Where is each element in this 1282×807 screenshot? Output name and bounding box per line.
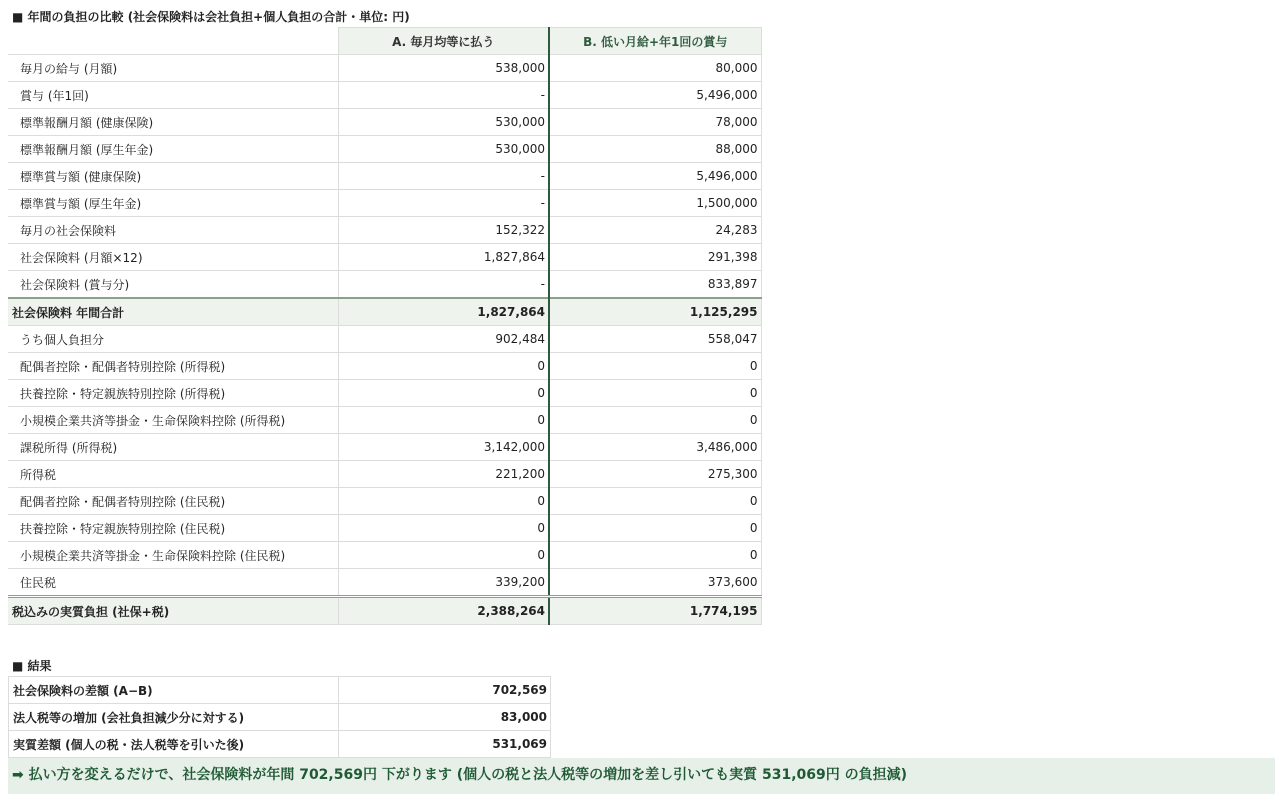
row-label: 賞与 (年1回) [8,82,338,109]
table-row [8,488,761,515]
value-a: 2,388,264 [338,597,549,625]
value-b: 1,125,295 [549,298,761,326]
table-row [9,731,551,758]
row-label: 税込みの実質負担 (社保+税) [8,597,338,625]
value-b: 0 [549,542,761,569]
value-b: 0 [549,380,761,407]
value-a: 339,200 [338,569,549,597]
value-a: - [338,190,549,217]
value-b: 3,486,000 [549,434,761,461]
row-label: 社会保険料 (賞与分) [8,271,338,299]
row-label: 住民税 [8,569,338,597]
value-b: 80,000 [549,55,761,82]
value-b: 0 [549,353,761,380]
value-b: 5,496,000 [549,82,761,109]
value-b: 291,398 [549,244,761,271]
value-a: 530,000 [338,136,549,163]
table-row [8,326,761,353]
value-a: - [338,271,549,299]
row-label: 毎月の社会保険料 [8,217,338,244]
result-value: 531,069 [339,731,551,758]
table-row [8,380,761,407]
value-b: 24,283 [549,217,761,244]
value-b: 78,000 [549,109,761,136]
row-label: 毎月の給与 (月額) [8,55,338,82]
value-a: 538,000 [338,55,549,82]
value-a: 0 [338,353,549,380]
value-b: 558,047 [549,326,761,353]
value-a: 0 [338,515,549,542]
value-a: 3,142,000 [338,434,549,461]
value-a: 0 [338,380,549,407]
value-a: 530,000 [338,109,549,136]
value-a: 152,322 [338,217,549,244]
table-row [8,163,761,190]
row-label: 扶養控除・特定親族特別控除 (所得税) [8,380,338,407]
value-b: 275,300 [549,461,761,488]
table-row [8,136,761,163]
column-header-b: B. 低い月給+年1回の賞与 [549,28,761,55]
result-label: 実質差額 (個人の税・法人税等を引いた後) [9,731,339,758]
row-label: 所得税 [8,461,338,488]
row-label: 配偶者控除・配偶者特別控除 (住民税) [8,488,338,515]
social-insurance-total-row [8,298,761,326]
comparison-title: ■ 年間の負担の比較 (社会保険料は会社負担+個人負担の合計・単位: 円) [12,10,410,24]
result-table [8,676,551,758]
comparison-table [8,27,762,625]
grand-total-row [8,597,761,625]
result-banner: ➡ 払い方を変えるだけで、社会保険料が年間 702,569円 下がります (個人の税と法人税等の増加を差し引いても実質 531,069円 の負担減) [8,758,1275,794]
row-label: 配偶者控除・配偶者特別控除 (所得税) [8,353,338,380]
table-row [8,244,761,271]
table-row [8,569,761,597]
value-a: 0 [338,542,549,569]
result-label: 社会保険料の差額 (A−B) [9,677,339,704]
row-label: 課税所得 (所得税) [8,434,338,461]
value-a: 902,484 [338,326,549,353]
header-blank [8,28,338,55]
value-b: 1,500,000 [549,190,761,217]
value-b: 0 [549,515,761,542]
value-b: 833,897 [549,271,761,299]
value-a: 221,200 [338,461,549,488]
row-label: 標準賞与額 (厚生年金) [8,190,338,217]
row-label: 小規模企業共済等掛金・生命保険料控除 (住民税) [8,542,338,569]
row-label: うち個人負担分 [8,326,338,353]
table-row [8,542,761,569]
table-row [8,407,761,434]
value-a: 0 [338,488,549,515]
comparison-header-row [8,28,761,55]
result-title: ■ 結果 [12,659,52,673]
value-a: 1,827,864 [338,244,549,271]
row-label: 標準報酬月額 (健康保険) [8,109,338,136]
value-a: - [338,82,549,109]
table-row [9,704,551,731]
row-label: 標準賞与額 (健康保険) [8,163,338,190]
table-row [8,55,761,82]
table-row [9,677,551,704]
value-b: 5,496,000 [549,163,761,190]
table-row [8,217,761,244]
table-row [8,109,761,136]
table-row [8,515,761,542]
table-row [8,461,761,488]
table-row [8,353,761,380]
row-label: 小規模企業共済等掛金・生命保険料控除 (所得税) [8,407,338,434]
row-label: 扶養控除・特定親族特別控除 (住民税) [8,515,338,542]
result-label: 法人税等の増加 (会社負担減少分に対する) [9,704,339,731]
value-a: - [338,163,549,190]
table-row [8,190,761,217]
row-label: 標準報酬月額 (厚生年金) [8,136,338,163]
table-row [8,82,761,109]
row-label: 社会保険料 (月額×12) [8,244,338,271]
value-b: 0 [549,407,761,434]
value-b: 0 [549,488,761,515]
row-label: 社会保険料 年間合計 [8,298,338,326]
table-row [8,271,761,299]
result-value: 702,569 [339,677,551,704]
value-b: 88,000 [549,136,761,163]
value-a: 0 [338,407,549,434]
value-b: 373,600 [549,569,761,597]
value-a: 1,827,864 [338,298,549,326]
column-header-a: A. 毎月均等に払う [338,28,549,55]
value-b: 1,774,195 [549,597,761,625]
result-value: 83,000 [339,704,551,731]
table-row [8,434,761,461]
